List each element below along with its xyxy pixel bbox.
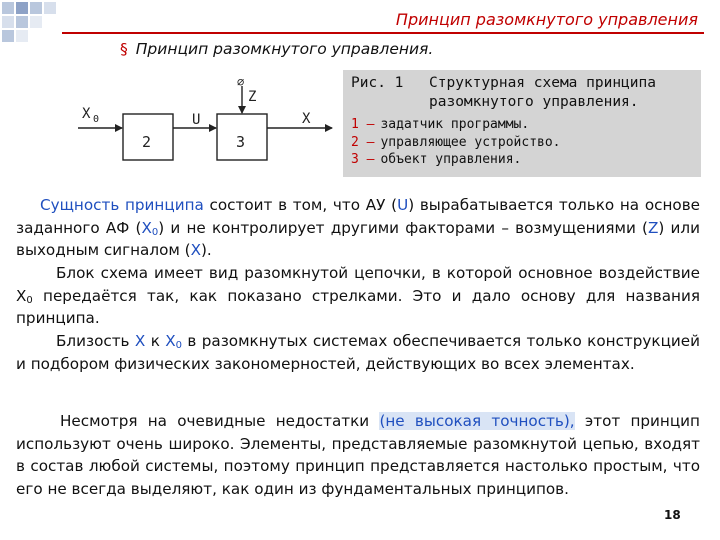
figure-legend [351,116,695,169]
legend-item [351,134,695,152]
symbol-x0-base: X [165,332,176,350]
output-label: X [302,111,311,127]
disturbance-symbol: ⌀ [237,75,245,89]
corner-square [30,2,42,14]
slide-title: Принцип разомкнутого управления [395,10,698,29]
caption-header [351,74,695,112]
text-run: в разомкнутых системах обеспечивается только конструкцией и подбором физических закономерностей, действующих во всех элементах. [16,332,700,373]
disturbance-label: Z [248,89,257,105]
paragraph-drawbacks [16,410,700,500]
text-run: к [145,332,166,350]
term-essence: Сущность принципа [40,196,204,214]
symbol-z: Z [647,218,659,237]
signal-u-label: U [192,112,201,128]
corner-decoration [0,0,60,42]
legend-text: объект управления. [380,152,522,167]
text-run: Несмотря на очевидные недостатки [60,412,380,430]
legend-number: 1 – [351,117,375,132]
symbol-u: U [397,196,409,214]
section-heading-text: Принцип разомкнутого управления. [135,40,434,58]
corner-square [16,16,28,28]
symbol-x0 [165,332,182,350]
symbol-x0 [141,219,158,237]
symbol-x0-sub: 0 [26,294,33,306]
title-underline [62,32,704,34]
symbol-x0-base: X [141,218,152,237]
paragraph-essence [16,194,700,262]
figure-title: Структурная схема принципа разомкнутого управления. [429,75,656,110]
text-run: Блок схема имеет вид разомкнутой цепочки, в которой основное воздействие [56,264,700,282]
section-heading [120,40,433,58]
highlight-low-accuracy: (не высокая точность), [379,412,575,430]
text-run: ) вырабатывается только на основе заданного АФ ( [16,196,700,237]
corner-square [16,30,28,42]
text-run: ). [200,241,212,260]
paragraph-open-chain [16,262,700,330]
symbol-x0-sub: 0 [151,226,159,238]
legend-number: 2 – [351,134,375,150]
text-run: Близость [56,332,135,350]
symbol-x0-sub: 0 [175,340,183,351]
block-controller-label: 2 [142,133,152,151]
legend-text: управляющее устройство. [380,134,561,150]
corner-square [16,2,28,14]
input-label: X [82,106,91,122]
section-marker: § [120,40,128,58]
symbol-x0 [16,287,33,305]
block-object-label: 3 [236,133,246,151]
symbol-x: X [134,332,146,350]
corner-square [2,30,14,42]
input-sub: 0 [93,114,100,125]
text-run: ) и не контролирует другими факторами – возмущениями ( [158,218,648,237]
text-run: состоит в том, что АУ ( [203,196,398,214]
figure-number: Рис. 1 [351,75,404,91]
corner-square [30,16,42,28]
page-number: 18 [664,508,681,522]
figure-caption [343,70,701,177]
legend-number: 3 – [351,152,375,167]
text-run: этот принцип используют очень широко. Элементы, представляемые разомкнутой цепью, входят в состав любой системы, поэтому принцип представляется настолько простым, что его не всегда выделяют, как один из фундаментальных принципов. [16,412,700,498]
block-diagram [70,70,340,170]
corner-square [2,16,14,28]
symbol-x0-base: X [16,286,27,305]
text-run: передаётся так, как показано стрелками. Это и дало основу для названия принципа. [16,286,700,328]
corner-square [44,2,56,14]
symbol-x: X [190,241,201,260]
legend-text: задатчик программы. [380,117,530,132]
text-run: ) или выходным сигналом ( [16,218,700,260]
legend-item [351,116,695,134]
legend-item [351,151,695,169]
paragraph-proximity [16,330,700,375]
corner-square [2,2,14,14]
